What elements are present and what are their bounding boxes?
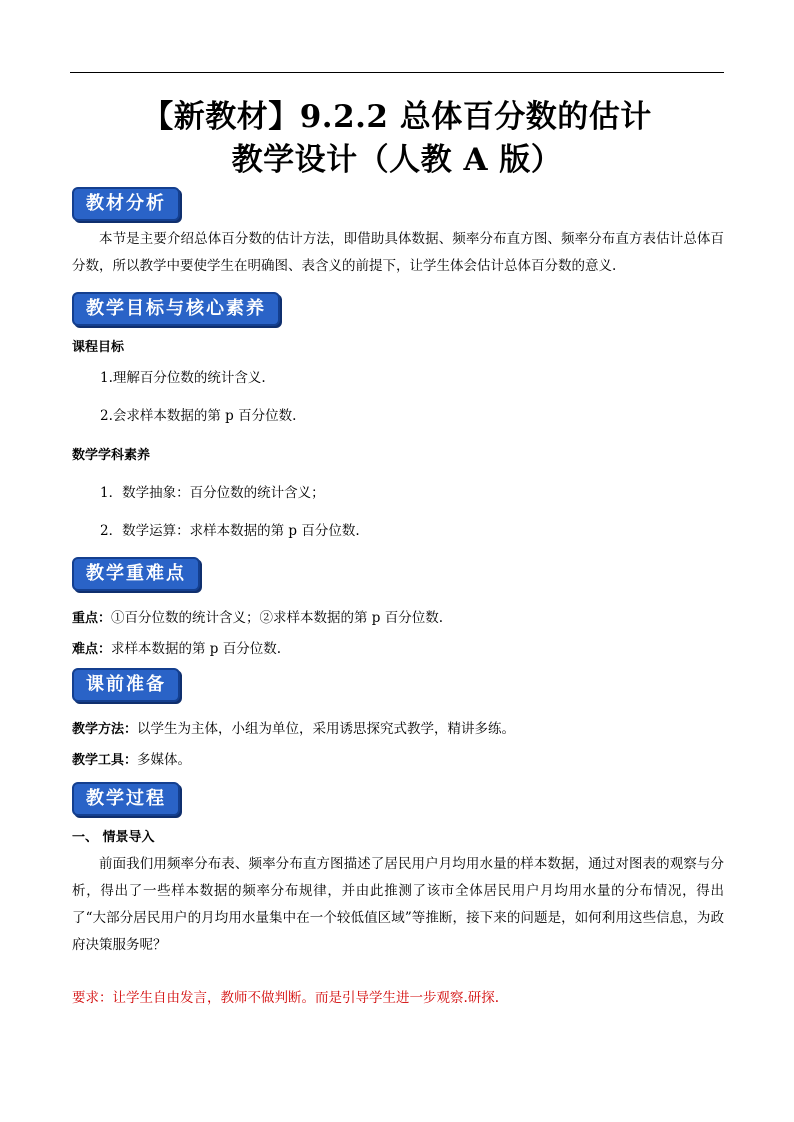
literacy-item-1: 1．数学抽象：百分位数的统计含义；: [100, 485, 325, 501]
section-badge-analysis: 教材分析: [72, 187, 180, 221]
section-badge-keypoints: 教学重难点: [72, 557, 200, 591]
course-goal-item-1: 1.理解百分位数的统计含义.: [100, 370, 266, 386]
teaching-tools-line: [72, 748, 191, 768]
header-rule: [70, 72, 724, 73]
requirement-note: 要求：让学生自由发言，教师不做判断。而是引导学生进一步观察.研探.: [72, 990, 500, 1006]
teaching-method-label: 教学方法：: [72, 722, 138, 737]
key-point-label: 重点：: [72, 611, 112, 626]
step1-heading: 一、 情景导入: [72, 830, 155, 845]
literacy-heading: 数学学科素养: [72, 448, 151, 463]
course-goal-item-2: 2.会求样本数据的第 p 百分位数.: [100, 408, 297, 424]
analysis-paragraph: 本节是主要介绍总体百分数的估计方法，即借助具体数据、频率分布直方图、频率分布直方表估计总体百分数，所以教学中要使学生在明确图、表含义的前提下，让学生体会估计总体百分数的意义.: [72, 231, 724, 274]
teaching-tools-label: 教学工具：: [72, 753, 138, 768]
course-goals-heading: 课程目标: [72, 340, 125, 355]
step1-paragraph: 前面我们用频率分布表、频率分布直方图描述了居民用户月均用水量的样本数据，通过对图表的观察与分析，得出了一些样本数据的频率分布规律，并由此推测了该市全体居民用户月均用水量的分布情况，得出了“大部分居民用户的月均用水量集中在一个较低值区域”等推断，接下来的问题是，如何利用这些信息，为政府决策服务呢？: [72, 856, 724, 953]
literacy-item-2: 2．数学运算：求样本数据的第 p 百分位数.: [100, 523, 360, 539]
document-title-line1: 【新教材】9.2.2 总体百分数的估计: [142, 99, 652, 135]
key-point-text: ①百分位数的统计含义；②求样本数据的第 p 百分位数.: [111, 610, 444, 626]
section-badge-process: 教学过程: [72, 782, 180, 816]
teaching-method-text: 以学生为主体，小组为单位，采用诱思探究式教学，精讲多练。: [137, 721, 516, 737]
section-badge-prep: 课前准备: [72, 668, 180, 702]
difficult-point-label: 难点：: [72, 642, 112, 657]
key-point-line: [72, 606, 443, 626]
document-title-line2: 教学设计（人教 A 版）: [231, 142, 563, 178]
teaching-tools-text: 多媒体。: [137, 752, 192, 768]
difficult-point-line: [72, 637, 281, 657]
difficult-point-text: 求样本数据的第 p 百分位数.: [111, 641, 282, 657]
section-badge-goals: 教学目标与核心素养: [72, 292, 280, 326]
teaching-method-line: [72, 717, 515, 737]
